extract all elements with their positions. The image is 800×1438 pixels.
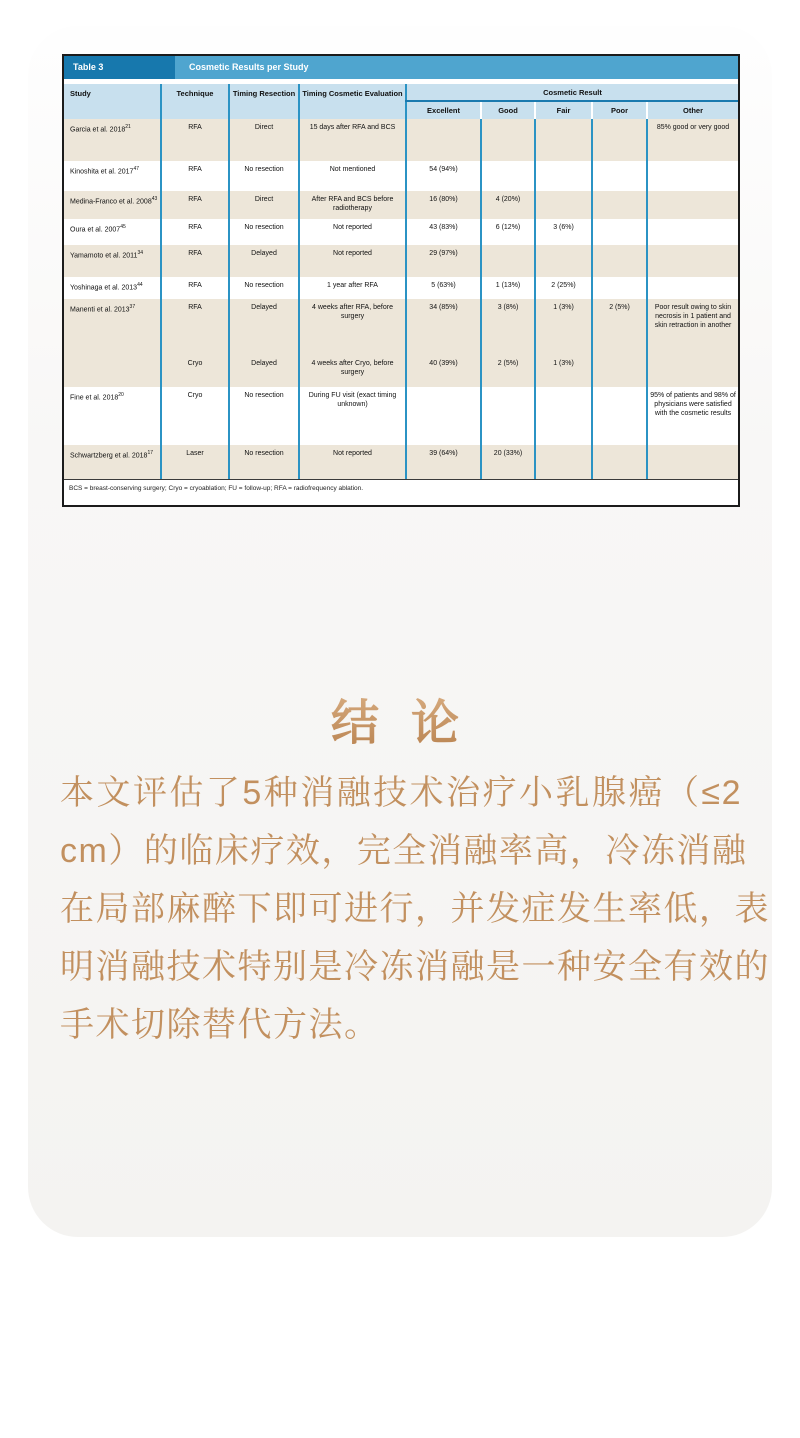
study-cell xyxy=(64,355,161,387)
timing-eval-cell: After RFA and BCS before radiotherapy xyxy=(299,191,406,219)
table-titlebar xyxy=(64,56,738,79)
study-cell: Fine et al. 2018$^{20}$ xyxy=(64,387,161,445)
cosmetic-results-table xyxy=(64,84,738,479)
excellent-cell: 43 (83%) xyxy=(406,219,481,245)
conclusion-paragraph xyxy=(60,764,770,1054)
study-cell: Oura et al. 2007$^{45}$ xyxy=(64,219,161,245)
other-cell xyxy=(647,277,738,299)
technique-cell: Cryo xyxy=(161,355,229,387)
study-cell: Manenti et al. 2013$^{37}$ xyxy=(64,299,161,355)
timing-resection-cell: No resection xyxy=(229,387,299,445)
excellent-cell: 29 (97%) xyxy=(406,245,481,277)
good-cell xyxy=(481,245,535,277)
conclusion-heading: 结 论 xyxy=(0,684,800,753)
study-cell: Yoshinaga et al. 2013$^{44}$ xyxy=(64,277,161,299)
column-header-other: Other xyxy=(647,101,738,119)
other-cell xyxy=(647,219,738,245)
column-header-excellent: Excellent xyxy=(406,101,481,119)
table-row xyxy=(64,245,738,277)
good-cell xyxy=(481,161,535,191)
conclusion-line: cm）的临床疗效，完全消融率高，冷冻消融 xyxy=(60,832,748,870)
study-cell: Schwartzberg et al. 2018$^{17}$ xyxy=(64,445,161,479)
other-cell: 95% of patients and 98% of physicians were satisfied with the cosmetic results xyxy=(647,387,738,445)
timing-resection-cell: Direct xyxy=(229,119,299,161)
timing-resection-cell: Delayed xyxy=(229,299,299,355)
fair-cell xyxy=(535,119,592,161)
timing-resection-cell: No resection xyxy=(229,445,299,479)
study-cell: Yamamoto et al. 2011$^{34}$ xyxy=(64,245,161,277)
fair-cell xyxy=(535,245,592,277)
poor-cell xyxy=(592,245,647,277)
good-cell: 6 (12%) xyxy=(481,219,535,245)
excellent-cell: 54 (94%) xyxy=(406,161,481,191)
table-row xyxy=(64,219,738,245)
study-cell: Medina-Franco et al. 2008$^{43}$ xyxy=(64,191,161,219)
column-header-study: Study xyxy=(64,84,161,119)
table-title: Cosmetic Results per Study xyxy=(175,56,738,79)
table-row xyxy=(64,445,738,479)
timing-resection-cell: No resection xyxy=(229,219,299,245)
timing-eval-cell: 4 weeks after Cryo, before surgery xyxy=(299,355,406,387)
conclusion-line: 在局部麻醉下即可进行，并发症发生率低，表 xyxy=(60,890,770,928)
table-body xyxy=(64,119,738,479)
timing-resection-cell: Delayed xyxy=(229,245,299,277)
other-cell xyxy=(647,161,738,191)
fair-cell: 1 (3%) xyxy=(535,299,592,355)
table-row xyxy=(64,191,738,219)
column-header-cosmetic-result-group: Cosmetic Result xyxy=(406,84,738,101)
table-row xyxy=(64,299,738,355)
excellent-cell: 39 (64%) xyxy=(406,445,481,479)
poor-cell: 2 (5%) xyxy=(592,299,647,355)
conclusion-line: 本文评估了5种消融技术治疗小乳腺癌（≤2 xyxy=(60,774,742,812)
column-header-good: Good xyxy=(481,101,535,119)
excellent-cell: 40 (39%) xyxy=(406,355,481,387)
fair-cell xyxy=(535,387,592,445)
good-cell: 3 (8%) xyxy=(481,299,535,355)
other-cell xyxy=(647,445,738,479)
timing-resection-cell: No resection xyxy=(229,277,299,299)
poor-cell xyxy=(592,161,647,191)
column-header-timing-cosmetic-evaluation: Timing Cosmetic Evaluation xyxy=(299,84,406,119)
excellent-cell: 16 (80%) xyxy=(406,191,481,219)
timing-eval-cell: Not reported xyxy=(299,445,406,479)
good-cell xyxy=(481,119,535,161)
timing-eval-cell: During FU visit (exact timing unknown) xyxy=(299,387,406,445)
poor-cell xyxy=(592,191,647,219)
other-cell: 85% good or very good xyxy=(647,119,738,161)
technique-cell: RFA xyxy=(161,299,229,355)
technique-cell: RFA xyxy=(161,191,229,219)
other-cell xyxy=(647,245,738,277)
good-cell: 1 (13%) xyxy=(481,277,535,299)
fair-cell: 1 (3%) xyxy=(535,355,592,387)
fair-cell xyxy=(535,161,592,191)
column-header-fair: Fair xyxy=(535,101,592,119)
results-table xyxy=(62,54,740,507)
timing-resection-cell: Direct xyxy=(229,191,299,219)
poor-cell xyxy=(592,355,647,387)
table-footnote: BCS = breast-conserving surgery; Cryo = cryoablation; FU = follow-up; RFA = radiofrequency ablation. xyxy=(64,479,738,505)
fair-cell: 2 (25%) xyxy=(535,277,592,299)
conclusion-line: 明消融技术特别是冷冻消融是一种安全有效的 xyxy=(60,948,770,986)
technique-cell: RFA xyxy=(161,245,229,277)
technique-cell: RFA xyxy=(161,277,229,299)
technique-cell: RFA xyxy=(161,119,229,161)
poor-cell xyxy=(592,445,647,479)
conclusion-line: 手术切除替代方法。 xyxy=(60,1006,380,1044)
good-cell xyxy=(481,387,535,445)
technique-cell: RFA xyxy=(161,219,229,245)
timing-resection-cell: Delayed xyxy=(229,355,299,387)
timing-eval-cell: Not reported xyxy=(299,219,406,245)
table-row xyxy=(64,161,738,191)
timing-eval-cell: 4 weeks after RFA, before surgery xyxy=(299,299,406,355)
study-cell: Garcia et al. 2018$^{21}$ xyxy=(64,119,161,161)
timing-eval-cell: 1 year after RFA xyxy=(299,277,406,299)
timing-eval-cell: Not mentioned xyxy=(299,161,406,191)
technique-cell: Laser xyxy=(161,445,229,479)
column-header-timing-resection: Timing Resection xyxy=(229,84,299,119)
technique-cell: Cryo xyxy=(161,387,229,445)
timing-eval-cell: 15 days after RFA and BCS xyxy=(299,119,406,161)
good-cell: 2 (5%) xyxy=(481,355,535,387)
table-tag: Table 3 xyxy=(64,56,175,79)
excellent-cell xyxy=(406,387,481,445)
other-cell xyxy=(647,355,738,387)
table-row xyxy=(64,355,738,387)
study-cell: Kinoshita et al. 2017$^{47}$ xyxy=(64,161,161,191)
fair-cell xyxy=(535,445,592,479)
other-cell: Poor result owing to skin necrosis in 1 patient and skin retraction in another xyxy=(647,299,738,355)
table-row xyxy=(64,277,738,299)
table-row xyxy=(64,119,738,161)
excellent-cell: 34 (85%) xyxy=(406,299,481,355)
excellent-cell: 5 (63%) xyxy=(406,277,481,299)
poor-cell xyxy=(592,119,647,161)
technique-cell: RFA xyxy=(161,161,229,191)
table-row xyxy=(64,387,738,445)
poor-cell xyxy=(592,219,647,245)
fair-cell xyxy=(535,191,592,219)
other-cell xyxy=(647,191,738,219)
good-cell: 20 (33%) xyxy=(481,445,535,479)
poor-cell xyxy=(592,277,647,299)
timing-resection-cell: No resection xyxy=(229,161,299,191)
fair-cell: 3 (6%) xyxy=(535,219,592,245)
column-header-poor: Poor xyxy=(592,101,647,119)
poor-cell xyxy=(592,387,647,445)
column-header-technique: Technique xyxy=(161,84,229,119)
excellent-cell xyxy=(406,119,481,161)
timing-eval-cell: Not reported xyxy=(299,245,406,277)
good-cell: 4 (20%) xyxy=(481,191,535,219)
